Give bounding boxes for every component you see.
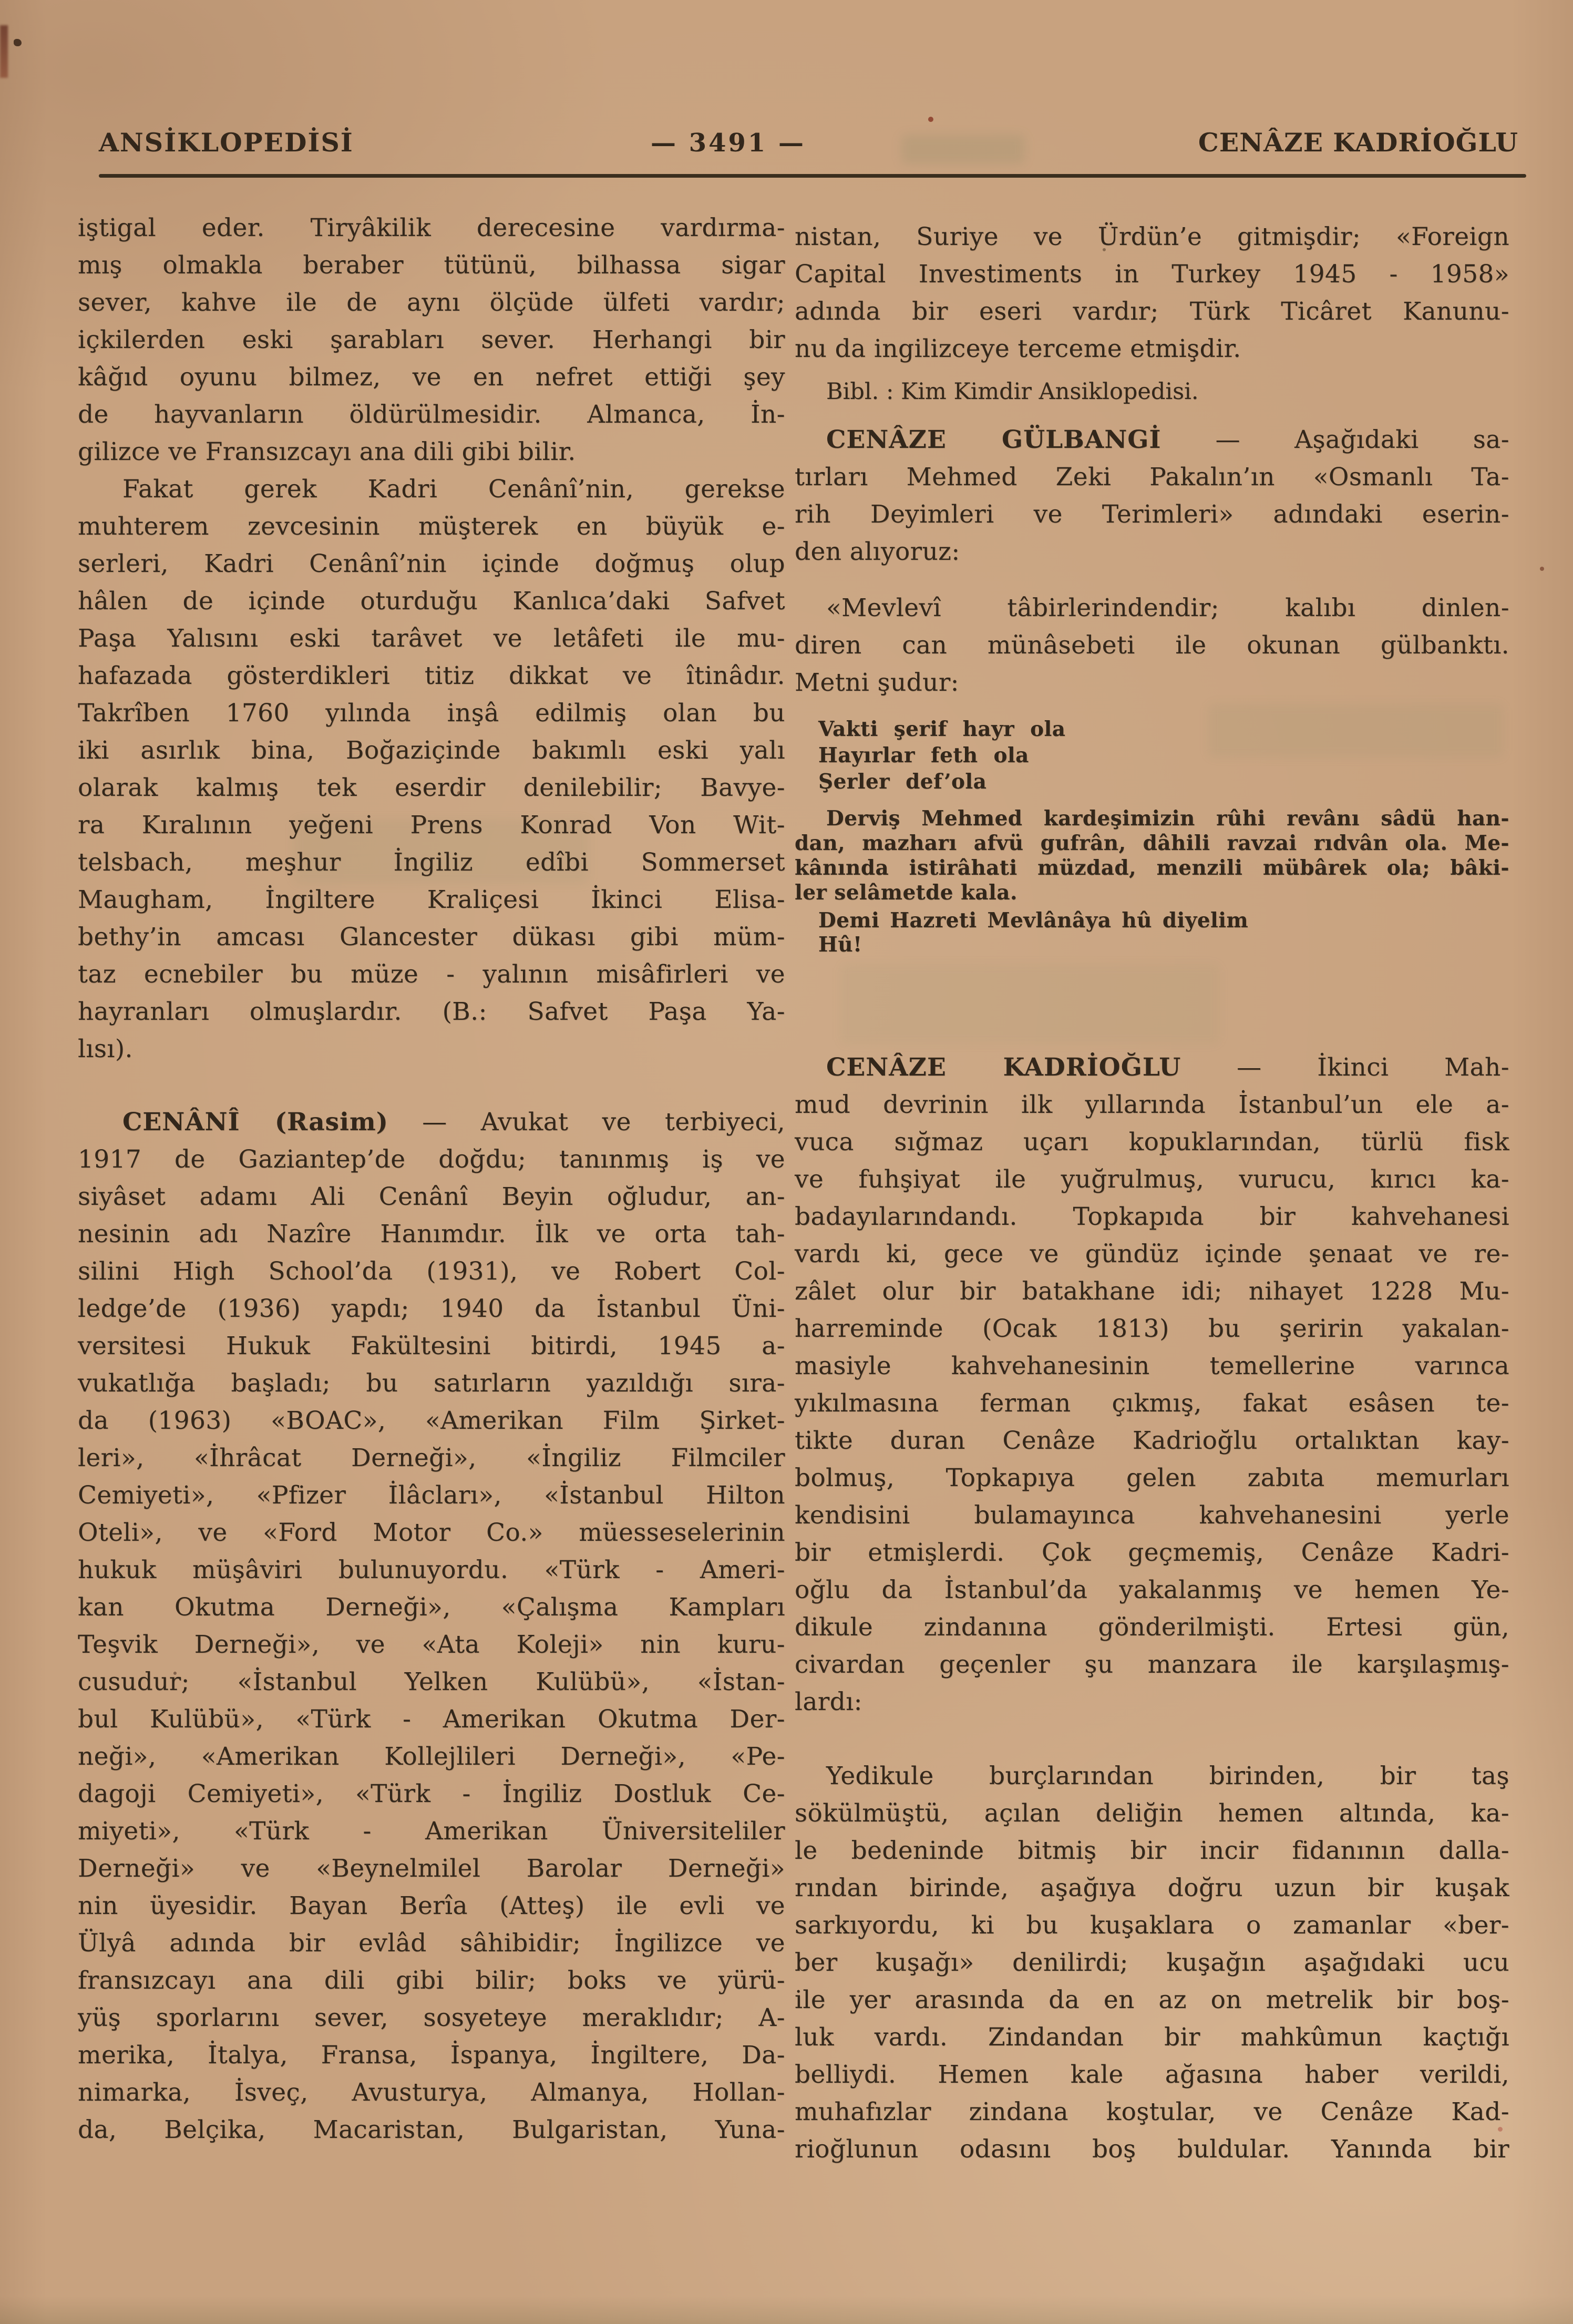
entry-kadrioglu [795, 1049, 1509, 1721]
entry-heading-line [795, 1049, 1509, 1086]
text-line: sökülmüştü, açılan deliğin hemen altında, ka- [795, 1799, 1509, 1828]
text-line: ve fuhşiyat ile yuğrulmuş, vurucu, kırıcı ka- [795, 1165, 1509, 1194]
text-line: zâlet olur bir batakhane idi; nihayet 1228 Mu- [795, 1277, 1509, 1306]
text-line: tikte duran Cenâze Kadrioğlu ortalıktan kay- [795, 1426, 1509, 1455]
text-line: nesinin adı Nazîre Hanımdır. İlk ve orta tah- [78, 1220, 785, 1248]
text-line: içkilerden eski şarabları sever. Herhangi bir [78, 325, 785, 354]
text-line: muhafızlar zindana koştular, ve Cenâze Kad- [795, 2097, 1509, 2126]
text-line: mış olmakla beraber tütünü, bilhassa sigar [78, 251, 785, 280]
text-line: lardı: [795, 1687, 862, 1716]
text-line: masiyle kahvehanesinin temellerine varınca [795, 1352, 1509, 1380]
text-line: hafazada gösterdikleri titiz dikkat ve îtinâdır. [78, 661, 785, 690]
text-line: kendisini bulamayınca kahvehanesini yerle [795, 1501, 1509, 1530]
text-line: bul Kulübü», «Türk - Amerikan Okutma Der- [78, 1705, 785, 1734]
text-line: Demi Hazreti Mevlânâya hû diyelim [818, 908, 1249, 933]
text-line: gilizce ve Fransızcayı ana dili gibi bilir. [78, 437, 576, 466]
text-line: ile yer arasında da en az on metrelik bir boş- [795, 1985, 1509, 2014]
text-line: Takrîben 1760 yılında inşâ edilmiş olan bu [78, 699, 785, 728]
text-line: yüş sporlarını sever, sosyeteye meraklıdır; A- [78, 2003, 785, 2032]
text-line: Vakti şerif hayr ola [818, 717, 1066, 741]
text-line: Derviş Mehmed kardeşimizin rûhi revânı sâdü han- [826, 806, 1509, 831]
text-line: Ülyâ adında bir evlâd sâhibidir; İngilizce ve [78, 1929, 785, 1958]
gulbank-verse [795, 716, 1509, 795]
text-line: nin üyesidir. Bayan Berîa (Atteş) ile evli ve [78, 1891, 785, 1920]
text-line: Teşvik Derneği», ve «Ata Koleji» nin kuru- [78, 1630, 785, 1659]
text-line: de hayvanların öldürülmesidir. Almanca, İn- [78, 400, 785, 429]
paper-speck [928, 117, 933, 122]
entry-cenani [78, 1103, 785, 2148]
text-line: nistan, Suriye ve Ürdün’e gitmişdir; «Foreign [795, 222, 1509, 251]
entry-heading-rest: — Aşağıdaki sa- [1215, 425, 1509, 454]
text-line: belliydi. Hemen kale ağasına haber verildi, [795, 2060, 1509, 2089]
page-number: — 3491 — [651, 128, 806, 158]
text-line: muhterem zevcesinin müşterek en büyük e- [78, 512, 785, 541]
text-line: kâğıd oyunu bilmez, ve en nefret ettiği şey [78, 363, 785, 392]
entry-title-cenani: CENÂNÎ (Rasim) [122, 1108, 388, 1137]
running-head-article: CENÂZE KADRİOĞLU [1198, 127, 1518, 158]
text-line: rioğlunun odasını boş buldular. Yanında bir [795, 2135, 1509, 2164]
publication-title: ANSİKLOPEDİSİ [99, 127, 354, 158]
text-line: nu da ingilizceye terceme etmişdir. [795, 334, 1241, 363]
text-line: serleri, Kadri Cenânî’nin içinde doğmuş olup [78, 549, 785, 578]
entry-cenani-body [78, 1141, 785, 2148]
text-line: dan, mazharı afvü gufrân, dâhili ravzai rıdvân ola. Me- [795, 831, 1509, 855]
text-line: bolmuş, Topkapıya gelen zabıta memurları [795, 1463, 1509, 1492]
text-line: kânında istirâhati müzdad, menzili mübârek ola; bâki- [795, 856, 1509, 880]
text-line: siyâset adamı Ali Cenânî Beyin oğludur, an- [78, 1182, 785, 1211]
paragraph-yali [78, 470, 785, 1068]
ink-showthrough [901, 135, 1025, 164]
gulbank-closing [795, 908, 1509, 957]
paper-speck [1540, 567, 1544, 571]
text-line: lısı). [78, 1035, 133, 1063]
text-line: adında bir eseri vardır; Türk Ticâret Kanunu- [795, 297, 1509, 326]
text-line: taz ecnebiler bu müze - yalının misâfirleri ve [78, 960, 785, 989]
text-line: Şerler def’ola [818, 770, 987, 794]
text-line: sarkıyordu, ki bu kuşaklara o zamanlar «ber- [795, 1911, 1509, 1940]
text-line: ler selâmetde kala. [795, 881, 1017, 905]
bibliography-line: Bibl. : Kim Kimdir Ansiklopedisi. [826, 378, 1199, 405]
text-line: da (1963) «BOAC», «Amerikan Film Şirket- [78, 1406, 785, 1435]
text-line: tırları Mehmed Zeki Pakalın’ın «Osmanlı Ta- [795, 463, 1509, 492]
text-line: dagoji Cemiyeti», «Türk - İngiliz Dostluk Ce- [78, 1779, 785, 1808]
text-line: vardı ki, gece ve gündüz içinde şenaat ve re- [795, 1240, 1509, 1268]
text-line: civardan geçenler şu manzara ile karşılaşmış- [795, 1650, 1509, 1679]
text-line: Fakat gerek Kadri Cenânî’nin, gerekse [122, 475, 785, 504]
column-left [78, 209, 785, 2148]
text-line: da, Belçika, Macaristan, Bulgaristan, Yuna- [78, 2115, 785, 2144]
text-line: neği», «Amerikan Kollejlileri Derneği», «Pe- [78, 1742, 785, 1771]
text-line: hukuk müşâviri bulunuyordu. «Türk - Ameri- [78, 1555, 785, 1584]
text-line: ber kuşağı» denilirdi; kuşağın aşağıdaki ucu [795, 1948, 1509, 1977]
text-line: sever, kahve ile de aynı ölçüde ülfeti vardır; [78, 288, 785, 317]
column-right [795, 218, 1509, 2168]
text-line: mud devrinin ilk yıllarında İstanbul’un ele a- [795, 1090, 1509, 1119]
text-line: telsbach, meşhur İngiliz edîbi Sommerset [78, 848, 785, 877]
text-line: Cemiyeti», «Pfizer İlâcları», «İstanbul Hilton [78, 1481, 785, 1510]
text-line: miyeti», «Türk - Amerikan Üniversiteliler [78, 1817, 785, 1846]
text-line: Hayırlar feth ola [818, 743, 1029, 767]
text-line: silini High School’da (1931), ve Robert Col- [78, 1257, 785, 1286]
header-rule [99, 174, 1526, 178]
text-line: Paşa Yalısını eski tarâvet ve letâfeti ile mu- [78, 624, 785, 653]
entry-gulbangi-body [795, 458, 1509, 570]
text-line: 1917 de Gaziantep’de doğdu; tanınmış iş ve [78, 1145, 785, 1174]
text-line: diren can münâsebeti ile okunan gülbanktı. [795, 631, 1509, 660]
text-line: Hû! [818, 933, 862, 957]
text-line: Oteli», ve «Ford Motor Co.» müesseselerinin [78, 1518, 785, 1547]
gulbank-prayer [795, 806, 1509, 905]
text-line: luk vardı. Zindandan bir mahkûmun kaçtığı [795, 2023, 1509, 2052]
paragraph-yedikule [795, 1757, 1509, 2168]
text-line: nimarka, İsveç, Avusturya, Almanya, Hollan- [78, 2078, 785, 2107]
text-line: rih Deyimleri ve Terimleri» adındaki eserin- [795, 500, 1509, 529]
text-line: rından birinde, aşağıya doğru uzun bir kuşak [795, 1873, 1509, 1902]
text-line: hâlen de içinde oturduğu Kanlıca’daki Safvet [78, 587, 785, 616]
text-line: dikule zindanına gönderilmişti. Ertesi gün, [795, 1613, 1509, 1642]
text-line: iştigal eder. Tiryâkilik derecesine vardırma- [78, 213, 785, 242]
text-line: bethy’in amcası Glancester dükası gibi müm- [78, 923, 785, 951]
text-line: olarak kalmış tek eserdir denilebilir; Bavye- [78, 773, 785, 802]
text-line: versitesi Hukuk Fakültesini bitirdi, 1945 a- [78, 1332, 785, 1360]
text-line: merika, İtalya, Fransa, İspanya, İngiltere, Da- [78, 2041, 785, 2070]
entry-heading-line [795, 421, 1509, 458]
paragraph-continuation-right [795, 218, 1509, 367]
paragraph-continuation-left [78, 209, 785, 470]
text-line: Derneği» ve «Beynelmilel Barolar Derneği» [78, 1854, 785, 1883]
entry-gulbangi [795, 421, 1509, 570]
text-line: ra Kıralının yeğeni Prens Konrad Von Wit- [78, 811, 785, 839]
text-line: iki asırlık bina, Boğaziçinde bakımlı eski yalı [78, 736, 785, 765]
text-line: den alıyoruz: [795, 537, 960, 566]
text-line: leri», «İhrâcat Derneği», «İngiliz Filmciler [78, 1443, 785, 1472]
text-line: Yedikule burçlarından birinden, bir taş [826, 1762, 1509, 1790]
text-line: hayranları olmuşlardır. (B.: Safvet Paşa Ya- [78, 997, 785, 1026]
text-line: Maugham, İngiltere Kraliçesi İkinci Elisa- [78, 885, 785, 914]
entry-heading-line [78, 1103, 785, 1141]
text-line: kan Okutma Derneği», «Çalışma Kampları [78, 1593, 785, 1622]
paragraph-mevlevi [795, 589, 1509, 701]
entry-title-gulbangi: CENÂZE GÜLBANGİ [826, 425, 1161, 454]
scan-edge-artifact [0, 25, 8, 78]
entry-title-kadrioglu: CENÂZE KADRİOĞLU [826, 1053, 1181, 1082]
entry-heading-rest: — İkinci Mah- [1237, 1053, 1509, 1082]
paper-speck [14, 39, 22, 46]
text-line: vukatlığa başladı; bu satırların yazıldığı sıra- [78, 1369, 785, 1398]
text-line: bir etmişlerdi. Çok geçmemiş, Cenâze Kadri- [795, 1538, 1509, 1567]
entry-kadrioglu-body [795, 1086, 1509, 1721]
text-line: cusudur; «İstanbul Yelken Kulübü», «İstan- [78, 1667, 785, 1696]
entry-heading-rest: — Avukat ve terbiyeci, [422, 1108, 785, 1137]
text-line: yıkılmasına ferman çıkmış, fakat esâsen te- [795, 1389, 1509, 1418]
text-line: Metni şudur: [795, 668, 959, 697]
text-line: oğlu da İstanbul’da yakalanmış ve hemen Ye- [795, 1575, 1509, 1604]
text-line: badayılarındandı. Topkapıda bir kahvehanesi [795, 1202, 1509, 1231]
text-line: Capital Investiments in Turkey 1945 - 1958» [795, 260, 1509, 289]
text-line: vuca sığmaz uçarı kopuklarından, türlü fisk [795, 1128, 1509, 1156]
text-line: ledge’de (1936) yapdı; 1940 da İstanbul Üni- [78, 1294, 785, 1323]
text-line: fransızcayı ana dili gibi bilir; boks ve yürü- [78, 1966, 785, 1995]
text-line: le bedeninde bitmiş bir incir fidanının dalla- [795, 1836, 1509, 1865]
text-line: harreminde (Ocak 1813) bu şeririn yakalan- [795, 1314, 1509, 1343]
text-line: «Mevlevî tâbirlerindendir; kalıbı dinlen- [826, 593, 1509, 622]
